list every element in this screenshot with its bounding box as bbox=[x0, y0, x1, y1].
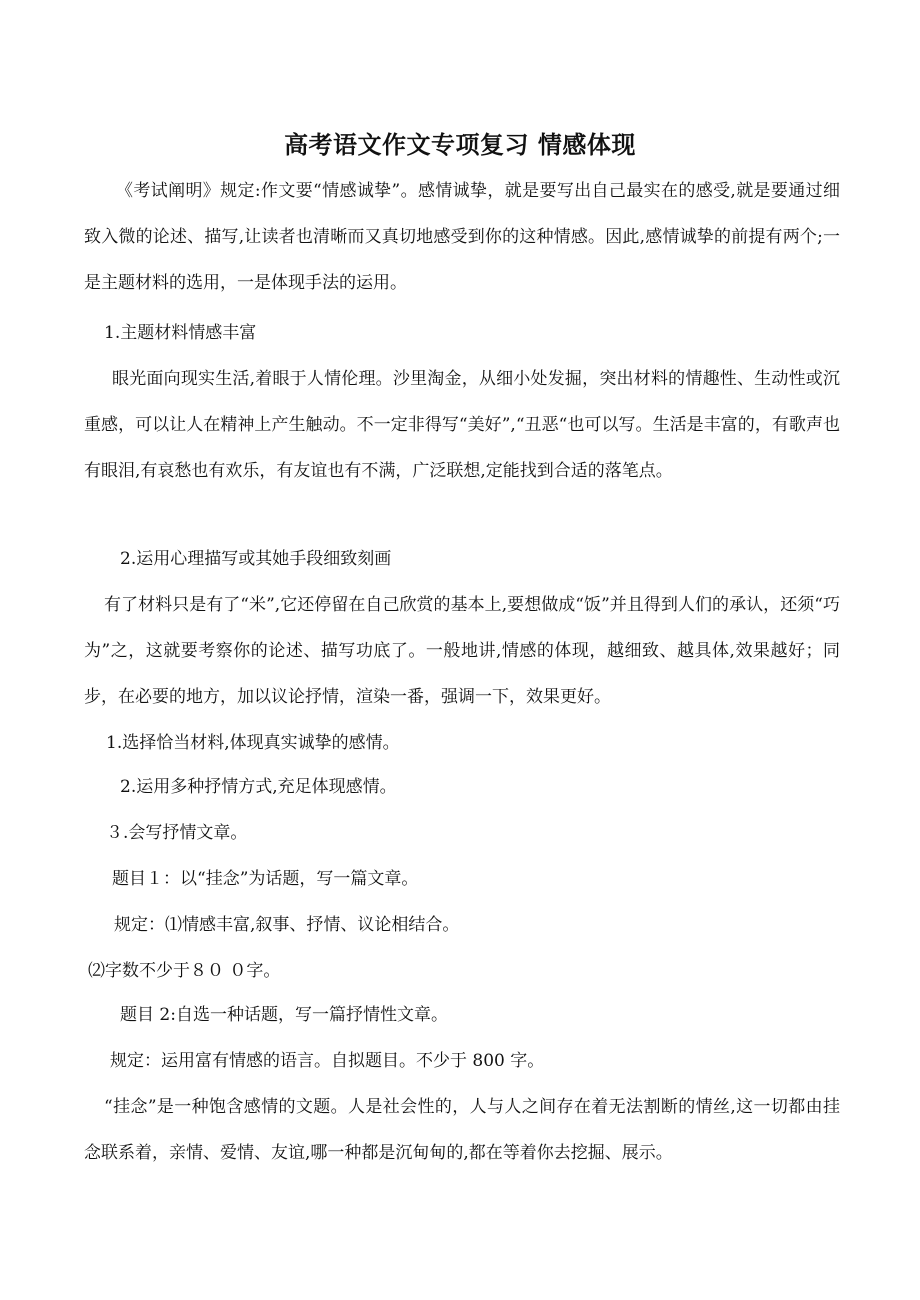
topic-one-requirement-1: 规定：⑴情感丰富,叙事、抒情、议论相结合。 bbox=[114, 915, 460, 935]
paragraph-exam-requirement: 《考试阐明》规定:作文要“情感诚挚”。感情诚挚，就是要写出自己最实在的感受,就是要通过细致入微的论述、描写,让读者也清晰而又真切地感受到你的这种情感。因此,感情诚挚的前提有两个;一是主题材料的选用，一是体现手法的运用。 bbox=[84, 181, 840, 293]
point-choose-material: 1.选择恰当材料,体现真实诚挚的感情。 bbox=[106, 733, 400, 753]
point-lyrical-methods: 2.运用多种抒情方式,充足体现感情。 bbox=[120, 777, 397, 797]
topic-one-requirement-2: ⑵字数不少于８０ ０字。 bbox=[88, 961, 281, 981]
point-write-lyrical-essay: ３.会写抒情文章。 bbox=[106, 823, 248, 843]
topic-two-requirement: 规定：运用富有情感的语言。自拟题目。不少于 800 字。 bbox=[110, 1051, 545, 1071]
topic-one: 题目１：以“挂念”为话题，写一篇文章。 bbox=[112, 869, 419, 889]
heading-theme-material: 1.主题材料情感丰富 bbox=[104, 323, 257, 343]
paragraph-life-material: 眼光面向现实生活,着眼于人情伦理。沙里淘金，从细小处发掘，突出材料的情趣性、生动性或沉重感，可以让人在精神上产生触动。不一定非得写“美好”,“丑恶“也可以写。生活是丰富的，有歌声也有眼泪,有哀愁也有欢乐，有友谊也有不满，广泛联想,定能找到合适的落笔点。 bbox=[84, 369, 840, 481]
paragraph-rice-metaphor: 有了材料只是有了“米”,它还停留在自己欣赏的基本上,要想做成“饭”并且得到人们的承认，还须“巧为”之，这就要考察你的论述、描写功底了。一般地讲,情感的体现，越细致、越具体,效果越好；同步，在必要的地方，加以议论抒情，渲染一番，强调一下，效果更好。 bbox=[84, 595, 840, 707]
topic-two: 题目 2:自选一种话题，写一篇抒情性文章。 bbox=[120, 1005, 448, 1025]
heading-psychological-description: 2.运用心理描写或其她手段细致刻画 bbox=[120, 549, 392, 569]
document-title: 高考语文作文专项复习 情感体现 bbox=[284, 130, 636, 159]
paragraph-missing-analysis: “挂念”是一种饱含感情的文题。人是社会性的，人与人之间存在着无法割断的情丝,这一切都由挂念联系着，亲情、爱情、友谊,哪一种都是沉甸甸的,都在等着你去挖掘、展示。 bbox=[84, 1097, 840, 1163]
